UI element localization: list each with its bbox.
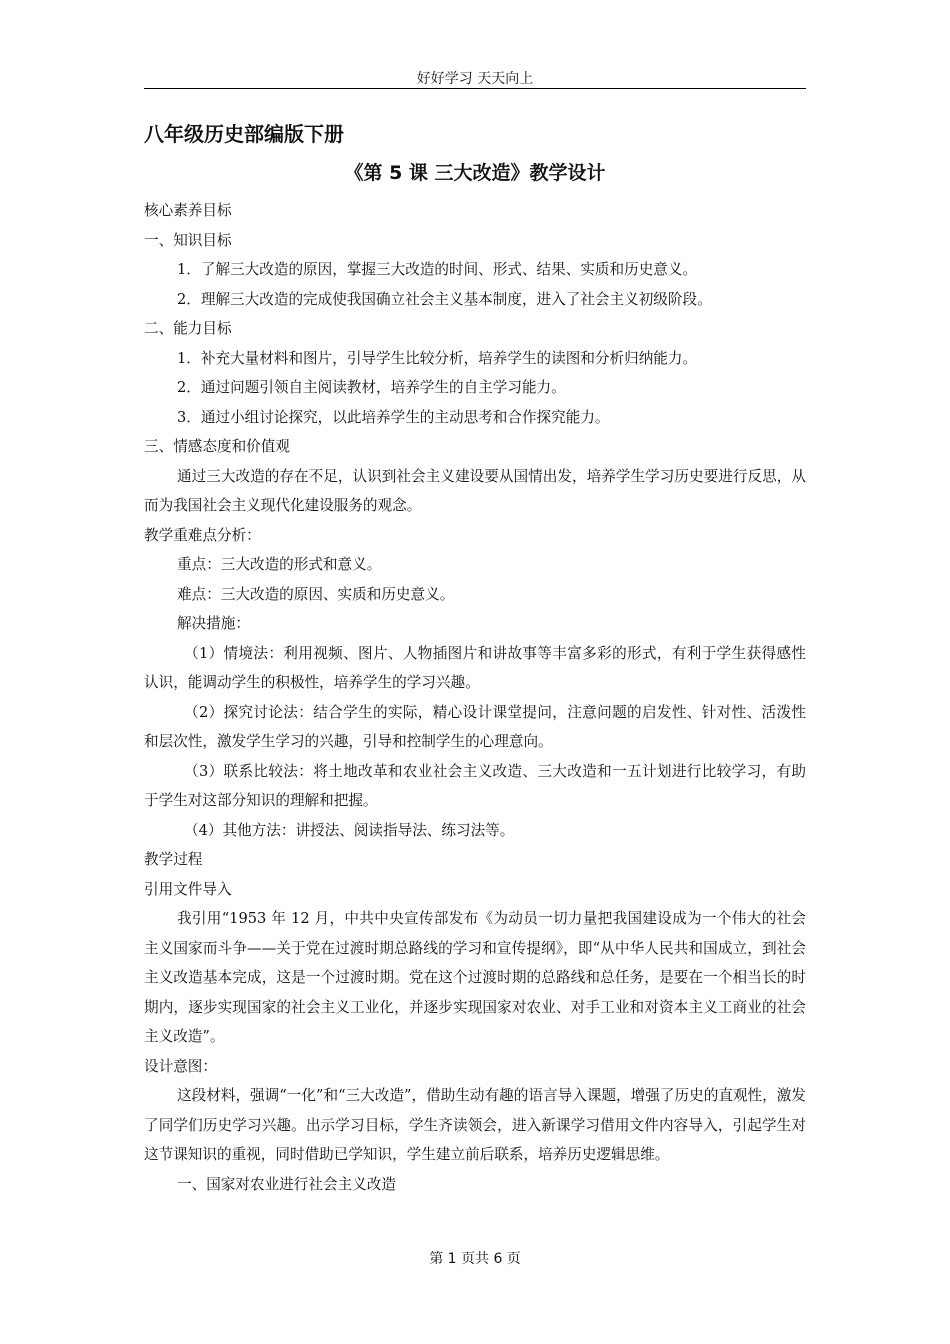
paragraph: 一、知识目标 — [144, 231, 232, 249]
paragraph: 一、国家对农业进行社会主义改造 — [177, 1175, 396, 1193]
paragraph: （3）联系比较法：将土地改革和农业社会主义改造、三大改造和一五计划进行比较学习，有助于学生对这部分知识的理解和把握。 — [144, 762, 806, 809]
page-header: 好好学习 天天向上 — [416, 71, 534, 87]
paragraph: 教学过程 — [144, 851, 203, 868]
paragraph: 通过三大改造的存在不足，认识到社会主义建设要从国情出发，培养学生学习历史要进行反思，从而为我国社会主义现代化建设服务的观念。 — [144, 467, 806, 514]
header-rule — [144, 88, 806, 89]
paragraph: 2．通过问题引领自主阅读教材，培养学生的自主学习能力。 — [177, 379, 566, 396]
paragraph: 引用文件导入 — [144, 880, 232, 898]
paragraph: 重点：三大改造的形式和意义。 — [177, 556, 382, 573]
lesson-title: 《第 5 课 三大改造》教学设计 — [344, 162, 606, 184]
paragraph: 核心素养目标 — [144, 202, 232, 219]
paragraph: （1）情境法：利用视频、图片、人物插图片和讲故事等丰富多彩的形式，有利于学生获得感性认识，能调动学生的积极性，培养学生的学习兴趣。 — [144, 644, 806, 691]
paragraph: （2）探究讨论法：结合学生的实际，精心设计课堂提问，注意问题的启发性、针对性、活泼性和层次性，激发学生学习的兴趣，引导和控制学生的心理意向。 — [144, 703, 806, 750]
page-footer: 第 1 页共 6 页 — [429, 1251, 521, 1267]
paragraph: 我引用“1953 年 12 月，中共中央宣传部发布《为动员一切力量把我国建设成为一个伟大的社会主义国家而斗争——关于党在过渡时期总路线的学习和宣传提纲》，即“从中华人民共和国成立，到社会主义改造基本完成，这是一个过渡时期。党在这个过渡时期的总路线和总任务，是要在一个相当长的时期内，逐步实现国家的社会主义工业化，并逐步实现国家对农业、对手工业和对资本主义工商业的社会主义改造”。 — [144, 910, 806, 1045]
paragraph: 解决措施： — [177, 615, 250, 632]
document-title: 八年级历史部编版下册 — [144, 122, 344, 146]
paragraph: 三、情感态度和价值观 — [144, 438, 290, 455]
paragraph: 1．补充大量材料和图片，引导学生比较分析，培养学生的读图和分析归纳能力。 — [177, 349, 698, 367]
paragraph: 设计意图： — [144, 1057, 217, 1075]
paragraph: 2．理解三大改造的完成使我国确立社会主义基本制度，进入了社会主义初级阶段。 — [177, 290, 712, 308]
paragraph: （4）其他方法：讲授法、阅读指导法、练习法等。 — [184, 821, 515, 839]
paragraph: 这段材料，强调“一化”和“三大改造”，借助生动有趣的语言导入课题，增强了历史的直观性，激发了同学们历史学习兴趣。出示学习目标，学生齐读领会，进入新课学习借用文件内容导入，引起学生对这节课知识的重视，同时借助已学知识，学生建立前后联系，培养历史逻辑思维。 — [144, 1087, 806, 1163]
paragraph: 1．了解三大改造的原因，掌握三大改造的时间、形式、结果、实质和历史意义。 — [177, 261, 698, 278]
document-body — [144, 196, 806, 1199]
paragraph: 3．通过小组讨论探究，以此培养学生的主动思考和合作探究能力。 — [177, 408, 610, 426]
paragraph: 难点：三大改造的原因、实质和历史意义。 — [177, 585, 455, 603]
paragraph: 教学重难点分析： — [144, 526, 261, 544]
paragraph: 二、能力目标 — [144, 320, 232, 337]
